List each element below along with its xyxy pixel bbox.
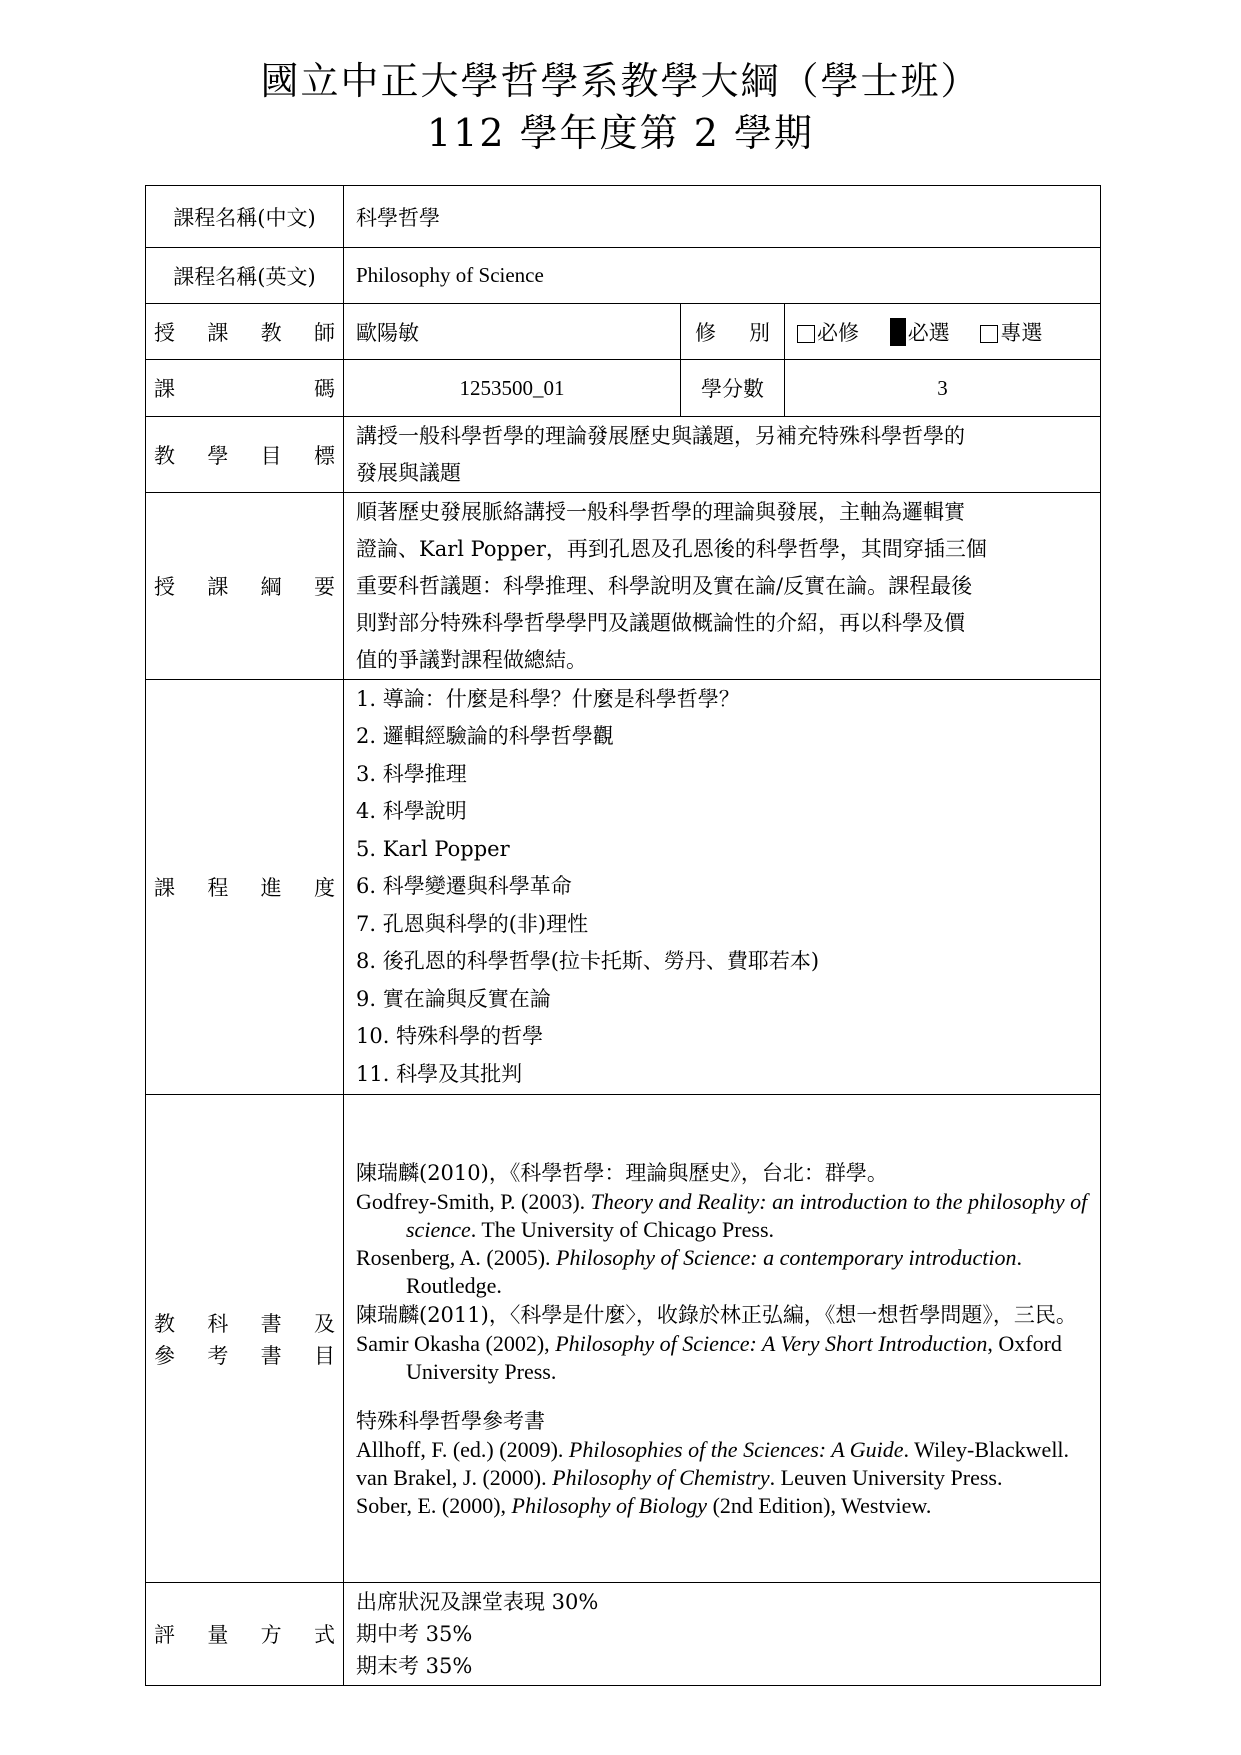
- value-code: 1253500_01: [344, 360, 681, 417]
- label-char: 進: [260, 876, 282, 900]
- label-char: 考: [207, 1343, 229, 1368]
- checkbox-required[interactable]: [797, 325, 815, 343]
- outline-line: 重要科哲議題：科學推理、科學說明及實在論/反實在論。課程最後: [356, 573, 973, 598]
- special-references-heading: 特殊科學哲學參考書: [356, 1408, 545, 1433]
- grading-item: 期末考 35%: [356, 1654, 473, 1678]
- checkbox-required-elective[interactable]: [890, 318, 906, 346]
- label-char: 碼: [314, 377, 335, 401]
- row-objectives: [146, 417, 1101, 493]
- label-char: 目: [260, 443, 282, 468]
- document-title: 國立中正大學哲學系教學大綱（學士班）: [260, 59, 981, 103]
- outline-line: 則對部分特殊科學哲學學門及議題做概論性的介紹，再以科學及價: [356, 610, 965, 635]
- label-char: 教: [260, 320, 282, 345]
- label-course-name-zh: 課程名稱(中文): [146, 186, 344, 248]
- row-course-name-zh: [146, 186, 1101, 248]
- label-char: 綱: [260, 575, 282, 599]
- label-char: 教: [154, 1311, 175, 1336]
- schedule-item: 4. 科學說明: [356, 799, 467, 824]
- label-char: 標: [313, 443, 335, 468]
- row-code: [146, 360, 1101, 417]
- label-objectives: [146, 417, 344, 493]
- row-schedule: [146, 680, 1101, 1095]
- value-references: [344, 1095, 1101, 1583]
- schedule-item: 7. 孔恩與科學的(非)理性: [356, 911, 589, 936]
- label-char: 師: [313, 320, 335, 345]
- schedule-item: 2. 邏輯經驗論的科學哲學觀: [356, 724, 614, 749]
- label-char: 要: [313, 575, 335, 599]
- label-char: 量: [207, 1623, 229, 1647]
- outline-line: 值的爭議對課程做總結。: [356, 647, 587, 672]
- label-char: 方: [260, 1623, 282, 1647]
- row-course-name-en: [146, 248, 1101, 304]
- label-char: 授: [154, 320, 175, 345]
- label-char: 修: [695, 320, 716, 345]
- label-char: 別: [749, 320, 770, 345]
- grading-item: 期中考 35%: [356, 1622, 473, 1646]
- schedule-item: 3. 科學推理: [356, 761, 467, 786]
- label-course-name-en: 課程名稱(英文): [146, 248, 344, 304]
- label-char: 評: [154, 1623, 175, 1647]
- label-references: [146, 1095, 344, 1583]
- option-specialized-elective[interactable]: [980, 321, 1042, 345]
- value-instructor: 歐陽敏: [344, 304, 681, 360]
- value-course-name-zh: 科學哲學: [344, 186, 1101, 248]
- reference-item: Rosenberg, A. (2005). Philosophy of Science: a contemporary introduction. Routledge.: [356, 1244, 1023, 1298]
- row-outline: [146, 493, 1101, 680]
- value-credits: 3: [785, 360, 1101, 417]
- option-required-elective-label: 必選: [907, 320, 950, 345]
- value-schedule: [344, 680, 1101, 1095]
- reference-item: 陳瑞麟(2011)，〈科學是什麼〉，收錄於林正弘編，《想一想哲學問題》，三民。: [356, 1302, 1077, 1327]
- checkbox-specialized-elective[interactable]: [980, 325, 998, 343]
- value-outline: [344, 493, 1101, 680]
- row-references: [146, 1095, 1101, 1583]
- value-category: [785, 304, 1101, 360]
- label-char: 課: [154, 377, 175, 401]
- option-required-label: 必修: [817, 320, 859, 345]
- label-char: 授: [154, 575, 175, 599]
- label-char: 目: [313, 1343, 335, 1368]
- value-objectives: [344, 417, 1101, 493]
- syllabus-table: [145, 185, 1101, 1686]
- schedule-item: 9. 實在論與反實在論: [356, 986, 551, 1011]
- label-char: 課: [207, 320, 229, 345]
- reference-item: van Brakel, J. (2000). Philosophy of Chemistry. Leuven University Press.: [356, 1464, 1003, 1490]
- grading-item: 出席狀況及課堂表現 30%: [356, 1590, 599, 1614]
- label-char: 課: [154, 876, 175, 900]
- reference-item: 陳瑞麟(2010)，《科學哲學：理論與歷史》，台北：群學。: [356, 1160, 888, 1185]
- label-char: 課: [207, 575, 229, 599]
- option-specialized-elective-label: 專選: [1000, 320, 1043, 345]
- objectives-line: 講授一般科學哲學的理論發展歷史與議題，另補充特殊科學哲學的: [356, 423, 965, 448]
- reference-item: Samir Okasha (2002), Philosophy of Science: A Very Short Introduction, Oxford University Press.: [356, 1330, 1062, 1384]
- label-char: 科: [207, 1311, 229, 1336]
- label-char: 及: [313, 1311, 335, 1336]
- schedule-item: 8. 後孔恩的科學哲學(拉卡托斯、勞丹、費耶若本): [356, 949, 820, 974]
- reference-item: Godfrey-Smith, P. (2003). Theory and Reality: an introduction to the philosophy of science. The University of Chicago Press.: [356, 1188, 1088, 1242]
- label-instructor: [146, 304, 344, 360]
- schedule-item: 1. 導論：什麼是科學？什麼是科學哲學？: [356, 686, 740, 711]
- label-category: [681, 304, 785, 360]
- value-course-name-en: Philosophy of Science: [344, 248, 1101, 304]
- label-char: 度: [313, 876, 335, 900]
- label-char: 書: [260, 1343, 282, 1368]
- label-grading: [146, 1583, 344, 1686]
- schedule-item: 6. 科學變遷與科學革命: [356, 874, 572, 899]
- label-char: 參: [154, 1343, 175, 1368]
- objectives-line: 發展與議題: [356, 460, 461, 485]
- label-char: 書: [260, 1311, 282, 1336]
- label-code: [146, 360, 344, 417]
- reference-item: Allhoff, F. (ed.) (2009). Philosophies of the Sciences: A Guide. Wiley-Blackwell.: [356, 1436, 1070, 1462]
- reference-item: Sober, E. (2000), Philosophy of Biology (2nd Edition), Westview.: [356, 1492, 932, 1518]
- value-grading: [344, 1583, 1101, 1686]
- option-required[interactable]: [797, 321, 866, 345]
- row-grading: [146, 1583, 1101, 1686]
- row-instructor: [146, 304, 1101, 360]
- schedule-item: 10. 特殊科學的哲學: [356, 1024, 544, 1049]
- label-char: 教: [154, 443, 175, 468]
- schedule-item: 11. 科學及其批判: [356, 1061, 523, 1086]
- label-credits: 學分數: [681, 360, 785, 417]
- document-subtitle: 112 學年度第 2 學期: [427, 111, 814, 155]
- label-char: 式: [313, 1623, 335, 1647]
- outline-line: 證論、Karl Popper，再到孔恩及孔恩後的科學哲學，其間穿插三個: [356, 536, 987, 561]
- label-char: 學: [207, 443, 229, 468]
- outline-line: 順著歷史發展脈絡講授一般科學哲學的理論與發展，主軸為邏輯實: [356, 499, 965, 524]
- label-outline: [146, 493, 344, 680]
- label-schedule: [146, 680, 344, 1095]
- option-required-elective[interactable]: [890, 321, 957, 345]
- label-char: 程: [207, 876, 229, 900]
- schedule-item: 5. Karl Popper: [356, 836, 510, 861]
